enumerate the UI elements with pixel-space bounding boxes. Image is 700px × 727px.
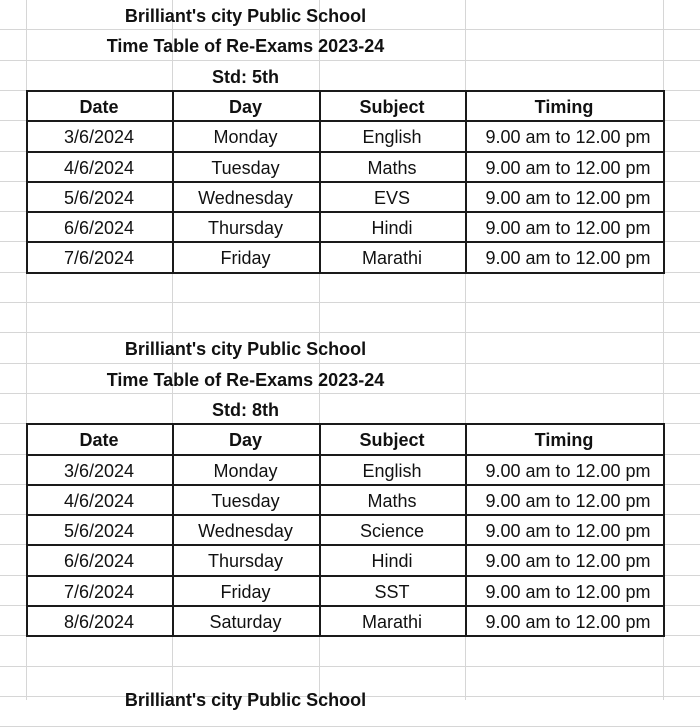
- column-header-day[interactable]: Day: [228, 97, 263, 117]
- table-column-border: [26, 90, 28, 274]
- table-cell[interactable]: 9.00 am to 12.00 pm: [485, 461, 651, 481]
- table-row-border: [26, 151, 665, 153]
- table-cell[interactable]: SST: [374, 582, 410, 602]
- table-column-border: [26, 423, 28, 637]
- standard-label[interactable]: Std: 8th: [212, 400, 279, 420]
- table-cell[interactable]: 4/6/2024: [63, 491, 135, 511]
- table-column-border: [319, 90, 321, 274]
- column-header-subject[interactable]: Subject: [359, 430, 425, 450]
- table-row-border: [26, 181, 665, 183]
- table-cell[interactable]: English: [362, 461, 422, 481]
- school-name-partial[interactable]: Brilliant's city Public School: [124, 690, 367, 710]
- timetable-title[interactable]: Time Table of Re-Exams 2023-24: [106, 36, 385, 56]
- table-cell[interactable]: Marathi: [361, 248, 423, 268]
- school-name[interactable]: Brilliant's city Public School: [124, 339, 367, 359]
- table-cell[interactable]: 5/6/2024: [63, 521, 135, 541]
- table-cell[interactable]: 9.00 am to 12.00 pm: [485, 248, 651, 268]
- table-row-border: [26, 120, 665, 122]
- table-cell[interactable]: English: [362, 127, 422, 147]
- table-cell[interactable]: 9.00 am to 12.00 pm: [485, 127, 651, 147]
- table-cell[interactable]: 6/6/2024: [63, 218, 135, 238]
- table-cell[interactable]: Tuesday: [211, 491, 280, 511]
- table-cell[interactable]: 9.00 am to 12.00 pm: [485, 612, 651, 632]
- timetable-title[interactable]: Time Table of Re-Exams 2023-24: [106, 370, 385, 390]
- school-name[interactable]: Brilliant's city Public School: [124, 6, 367, 26]
- table-cell[interactable]: Maths: [367, 491, 417, 511]
- table-cell[interactable]: 9.00 am to 12.00 pm: [485, 582, 651, 602]
- table-cell[interactable]: Science: [359, 521, 425, 541]
- table-cell[interactable]: 3/6/2024: [63, 461, 135, 481]
- table-cell[interactable]: 6/6/2024: [63, 551, 135, 571]
- table-column-border: [465, 90, 467, 274]
- table-cell[interactable]: 9.00 am to 12.00 pm: [485, 218, 651, 238]
- table-cell[interactable]: 9.00 am to 12.00 pm: [485, 188, 651, 208]
- column-header-timing[interactable]: Timing: [534, 430, 594, 450]
- table-row-border: [26, 635, 665, 637]
- table-cell[interactable]: EVS: [373, 188, 411, 208]
- table-cell[interactable]: Maths: [367, 158, 417, 178]
- table-cell[interactable]: 7/6/2024: [63, 248, 135, 268]
- table-row-border: [26, 484, 665, 486]
- column-header-timing[interactable]: Timing: [534, 97, 594, 117]
- table-row-border: [26, 544, 665, 546]
- standard-label[interactable]: Std: 5th: [212, 67, 279, 87]
- table-cell[interactable]: Saturday: [209, 612, 282, 632]
- table-cell[interactable]: 9.00 am to 12.00 pm: [485, 551, 651, 571]
- table-cell[interactable]: Hindi: [371, 218, 413, 238]
- table-cell[interactable]: 7/6/2024: [63, 582, 135, 602]
- table-cell[interactable]: 8/6/2024: [63, 612, 135, 632]
- table-cell[interactable]: 3/6/2024: [63, 127, 135, 147]
- table-cell[interactable]: Wednesday: [198, 188, 293, 208]
- table-cell[interactable]: Friday: [220, 248, 271, 268]
- table-row-border: [26, 211, 665, 213]
- table-column-border: [663, 423, 665, 637]
- table-row-border: [26, 272, 665, 274]
- table-cell[interactable]: Wednesday: [198, 521, 293, 541]
- table-column-border: [319, 423, 321, 637]
- table-row-border: [26, 454, 665, 456]
- table-row-border: [26, 514, 665, 516]
- table-row-border: [26, 423, 665, 425]
- table-row-border: [26, 605, 665, 607]
- column-header-date[interactable]: Date: [79, 430, 119, 450]
- table-row-border: [26, 241, 665, 243]
- table-cell[interactable]: Monday: [213, 127, 278, 147]
- table-column-border: [172, 90, 174, 274]
- column-header-date[interactable]: Date: [79, 97, 119, 117]
- column-header-day[interactable]: Day: [228, 430, 263, 450]
- table-cell[interactable]: Thursday: [207, 551, 284, 571]
- table-cell[interactable]: 5/6/2024: [63, 188, 135, 208]
- table-cell[interactable]: Hindi: [371, 551, 413, 571]
- grid-row-line: [0, 332, 700, 333]
- table-row-border: [26, 90, 665, 92]
- table-cell[interactable]: Monday: [213, 461, 278, 481]
- table-cell[interactable]: Thursday: [207, 218, 284, 238]
- table-cell[interactable]: Tuesday: [211, 158, 280, 178]
- grid-row-line: [0, 302, 700, 303]
- column-header-subject[interactable]: Subject: [359, 97, 425, 117]
- table-column-border: [663, 90, 665, 274]
- table-cell[interactable]: 4/6/2024: [63, 158, 135, 178]
- table-cell[interactable]: Marathi: [361, 612, 423, 632]
- table-column-border: [172, 423, 174, 637]
- grid-row-line: [0, 666, 700, 667]
- table-cell[interactable]: Friday: [220, 582, 271, 602]
- table-cell[interactable]: 9.00 am to 12.00 pm: [485, 521, 651, 541]
- table-cell[interactable]: 9.00 am to 12.00 pm: [485, 158, 651, 178]
- table-cell[interactable]: 9.00 am to 12.00 pm: [485, 491, 651, 511]
- table-row-border: [26, 575, 665, 577]
- table-column-border: [465, 423, 467, 637]
